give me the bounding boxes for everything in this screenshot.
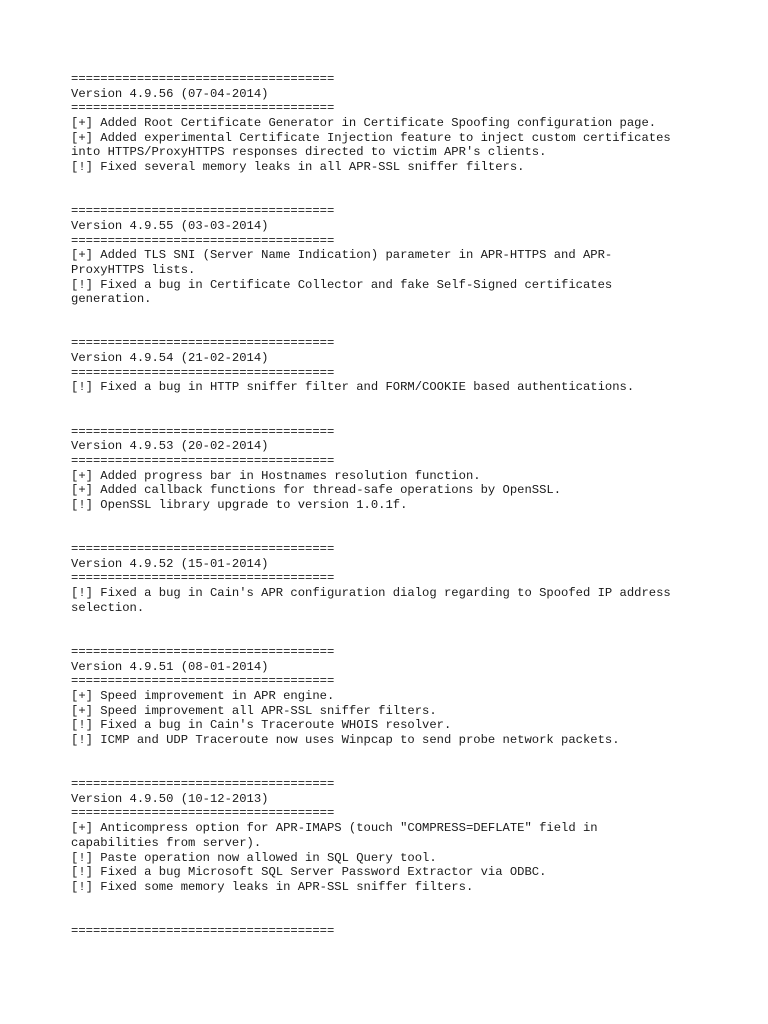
separator-line: ==================================== [71, 72, 335, 86]
changelog-entry-4-9-53 [71, 425, 711, 513]
change-line: [!] Fixed a bug in Certificate Collector and fake Self-Signed certificates [71, 277, 613, 292]
version-heading: Version 4.9.56 (07-04-2014) [71, 86, 269, 101]
entry-spacer [71, 513, 711, 542]
change-line: [!] Fixed some memory leaks in APR-SSL sniffer filters. [71, 879, 474, 894]
change-line: generation. [71, 292, 152, 307]
change-line: [+] Added progress bar in Hostnames resolution function. [71, 468, 481, 483]
separator-line: ==================================== [71, 233, 335, 248]
change-line: selection. [71, 600, 145, 615]
separator-line: ==================================== [71, 453, 335, 468]
change-line: [+] Anticompress option for APR-IMAPS (touch "COMPRESS=DEFLATE" field in [71, 821, 598, 836]
entry-spacer [71, 395, 711, 424]
change-line: into HTTPS/ProxyHTTPS responses directed to victim APR's clients. [71, 145, 547, 160]
entry-spacer [71, 175, 711, 204]
version-heading: Version 4.9.54 (21-02-2014) [71, 351, 269, 366]
separator-line: ==================================== [71, 204, 335, 219]
changelog-entry-4-9-56 [71, 72, 711, 175]
changelog-entry-4-9-55 [71, 204, 711, 307]
entry-spacer [71, 307, 711, 336]
change-line: [!] Fixed a bug in HTTP sniffer filter and FORM/COOKIE based authentications. [71, 380, 635, 395]
change-line: capabilities from server). [71, 835, 262, 850]
entry-spacer [71, 616, 711, 645]
change-line: [+] Added callback functions for thread-safe operations by OpenSSL. [71, 483, 562, 498]
separator-line: ==================================== [71, 777, 335, 792]
separator-line: ==================================== [71, 365, 335, 380]
version-heading: Version 4.9.55 (03-03-2014) [71, 218, 269, 233]
changelog-entry-4-9-50 [71, 777, 711, 895]
change-line: [!] OpenSSL library upgrade to version 1.0.1f. [71, 497, 408, 512]
change-line: [+] Added Root Certificate Generator in Certificate Spoofing configuration page. [71, 116, 657, 131]
version-heading: Version 4.9.51 (08-01-2014) [71, 659, 269, 674]
entry-spacer [71, 895, 711, 924]
change-line: [!] ICMP and UDP Traceroute now uses Winpcap to send probe network packets. [71, 733, 620, 748]
change-line: ProxyHTTPS lists. [71, 262, 196, 277]
change-line: [!] Fixed a bug in Cain's Traceroute WHOIS resolver. [71, 718, 452, 733]
change-line: [!] Fixed a bug in Cain's APR configuration dialog regarding to Spoofed IP address [71, 586, 671, 601]
separator-line: ==================================== [71, 806, 335, 821]
separator-line: ==================================== [71, 542, 335, 557]
entry-spacer [71, 748, 711, 777]
change-line: [!] Paste operation now allowed in SQL Query tool. [71, 850, 437, 865]
changelog-document [71, 72, 711, 939]
separator-line: ==================================== [71, 644, 335, 659]
change-line: [!] Fixed several memory leaks in all APR-SSL sniffer filters. [71, 160, 525, 175]
changelog-entry-4-9-54 [71, 336, 711, 395]
change-line: [+] Added experimental Certificate Injection feature to inject custom certificates [71, 130, 671, 145]
change-line: [+] Speed improvement in APR engine. [71, 688, 335, 703]
changelog-entry-next [71, 924, 711, 939]
separator-line: ==================================== [71, 101, 335, 116]
version-heading: Version 4.9.50 (10-12-2013) [71, 791, 269, 806]
separator-line: ==================================== [71, 424, 335, 439]
change-line: [!] Fixed a bug Microsoft SQL Server Password Extractor via ODBC. [71, 865, 547, 880]
version-heading: Version 4.9.52 (15-01-2014) [71, 556, 269, 571]
changelog-entry-4-9-51 [71, 645, 711, 748]
separator-line: ==================================== [71, 923, 335, 938]
change-line: [+] Speed improvement all APR-SSL sniffer filters. [71, 703, 437, 718]
separator-line: ==================================== [71, 571, 335, 586]
changelog-entry-4-9-52 [71, 542, 711, 615]
change-line: [+] Added TLS SNI (Server Name Indication) parameter in APR-HTTPS and APR- [71, 248, 613, 263]
separator-line: ==================================== [71, 336, 335, 351]
version-heading: Version 4.9.53 (20-02-2014) [71, 439, 269, 454]
separator-line: ==================================== [71, 674, 335, 689]
